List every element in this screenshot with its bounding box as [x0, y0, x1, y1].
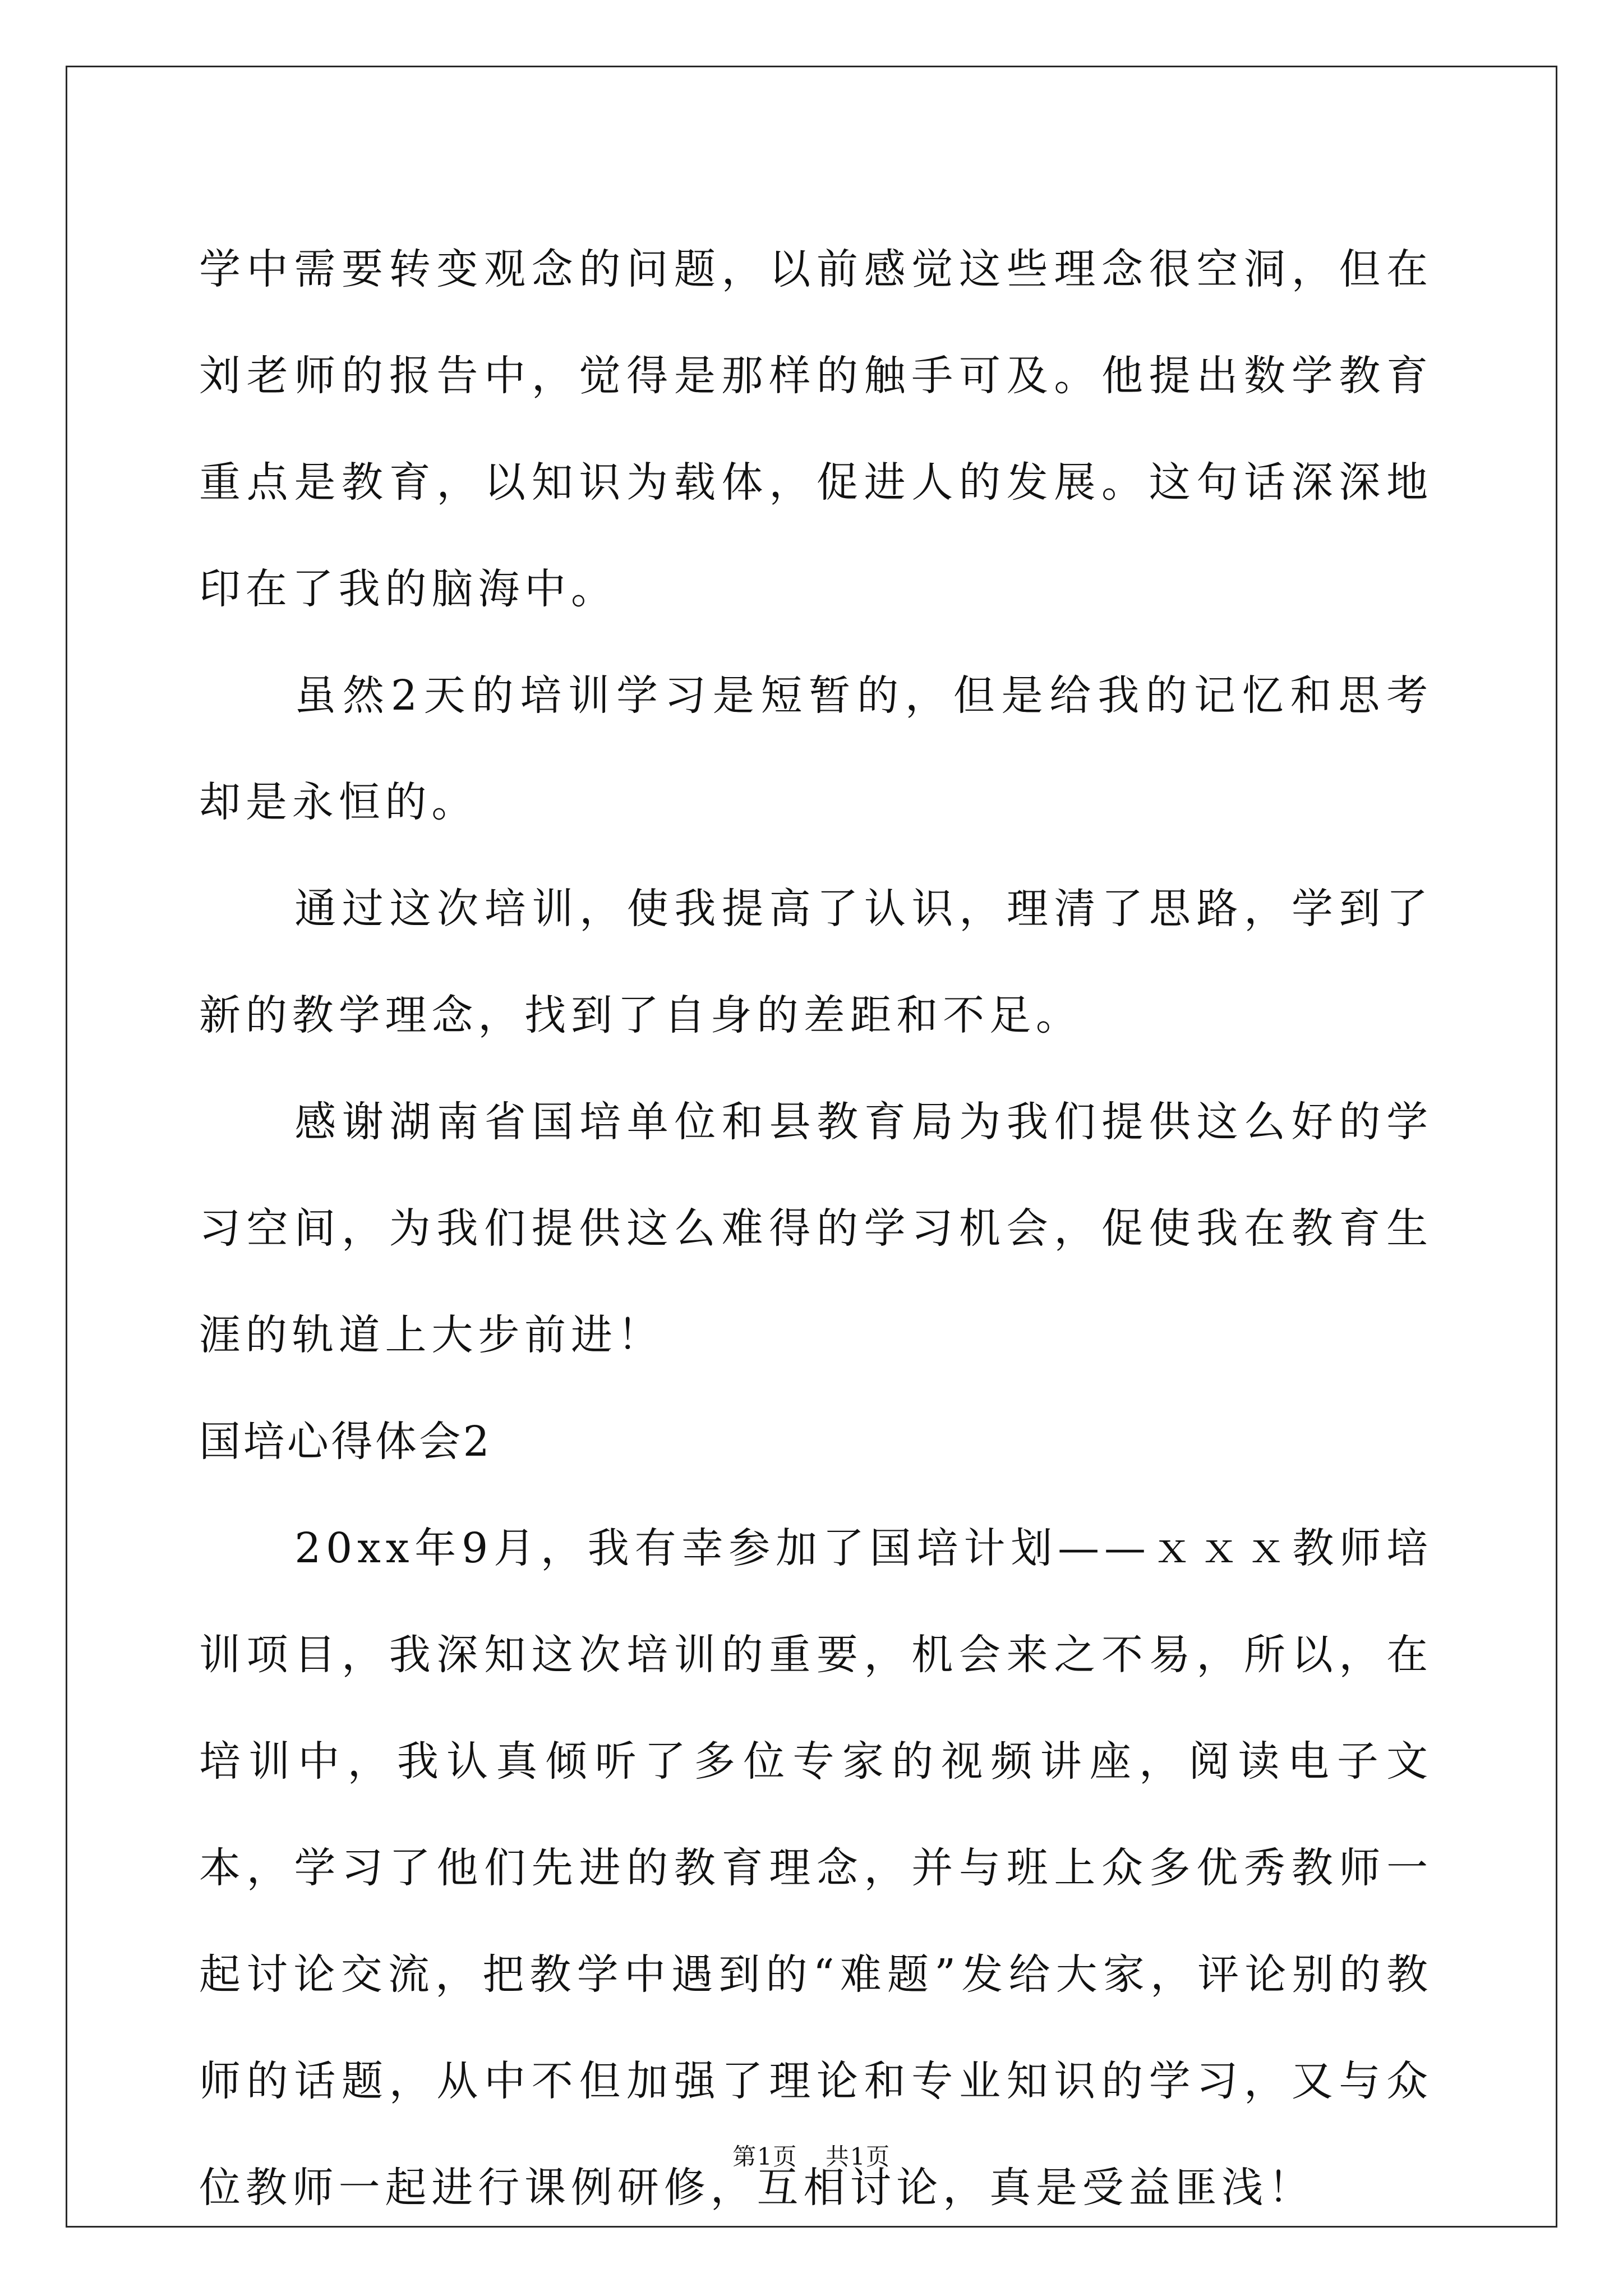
- paragraph: 感谢湖南省国培单位和县教育局为我们提供这么好的学习空间，为我们提供这么难得的学习机会，促使我在教育生涯的轨道上大步前进！: [199, 1098, 1433, 1359]
- paragraph: 学中需要转变观念的问题，以前感觉这些理念很空洞，但在刘老师的报告中，觉得是那样的触手可及。他提出数学教育重点是教育，以知识为载体，促进人的发展。这句话深深地印在了我的脑海中。: [199, 245, 1433, 613]
- paragraph: 虽然2天的培训学习是短暂的，但是给我的记忆和思考却是永恒的。: [199, 671, 1433, 826]
- page-count: 共1页: [826, 2143, 891, 2170]
- paragraph: 20xx年9月，我有幸参加了国培计划——ｘｘｘ教师培训项目，我深知这次培训的重要，机会来之不易，所以，在培训中，我认真倾听了多位专家的视频讲座，阅读电子文本，学习了他们先进的教育理念，并与班上众多优秀教师一起讨论交流，把教学中遇到的“难题”发给大家，评论别的教师的话题，从中不但加强了理论和专业知识的学习，又与众位教师一起进行课例研修，互相讨论，真是受益匪浅！: [199, 1524, 1433, 2212]
- page-number: 第1页: [732, 2143, 797, 2170]
- section-heading: 国培心得体会2: [199, 1418, 492, 1466]
- page-footer: [0, 2138, 1623, 2172]
- paragraph: 通过这次培训，使我提高了认识，理清了思路，学到了新的教学理念，找到了自身的差距和不足。: [199, 885, 1433, 1039]
- document-body: [199, 216, 1433, 2241]
